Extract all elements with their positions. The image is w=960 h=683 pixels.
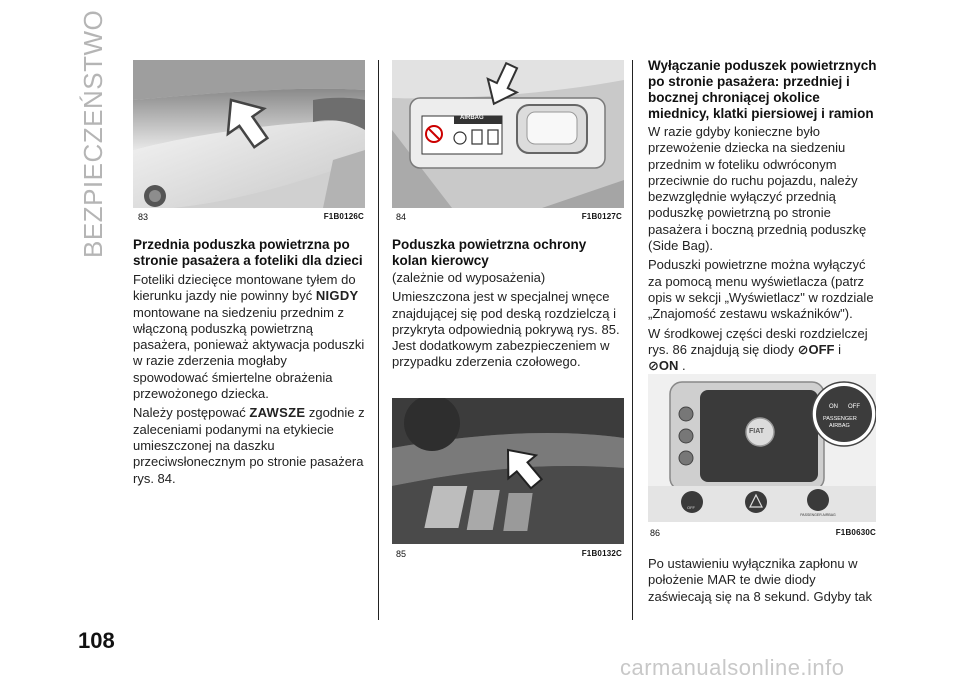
figure-83-caption: 83 F1B0126C	[138, 212, 364, 222]
paragraph: Poduszki powietrzne można wyłączyć za pomocą menu wyświetlacza (patrz opis w sekcji „Wyświetlacz" w rozdziale „Znajomość zestawu wskaźników").	[648, 257, 874, 322]
diode-off-label: ⊘OFF	[797, 341, 835, 357]
diode-on-label: ⊘ON	[648, 358, 679, 374]
figure-84-sun-visor	[392, 60, 624, 208]
emphasis-always: ZAWSZE	[249, 405, 306, 421]
paragraph: Umieszczona jest w specjalnej wnęce znajdującej się pod deską rozdzielczą i przykryta odpowiednią pokrywą rys. 85. Jest dodatkowym zabezpieczeniem w przypadku zderzenia czołowego.	[392, 289, 620, 370]
airbag-label-text: AIRBAG	[460, 115, 484, 121]
paragraph: W środkowej części deski rozdzielczej rys. 86 znajdują się diody ⊘OFF i ⊘ON .	[648, 325, 868, 374]
figure-84-caption: 84 F1B0127C	[396, 212, 622, 222]
brand-logo: FIAT	[749, 428, 765, 435]
section-label: BEZPIECZEŃSTWO	[78, 9, 108, 258]
led-on-label: ON	[829, 404, 838, 410]
paragraph: W razie gdyby konieczne było przewożenie dziecka na siedzeniu przednim w foteliku odwróconym przeciwnie do ruchu pojazdu, należy bezwzględnie wyłączyć przednią poduszkę powietrzną po stronie pasażera i boczną przednią poduszkę (Side Bag).	[648, 124, 867, 254]
column-1-text	[133, 237, 365, 490]
figure-86-caption: 86 F1B0630C	[650, 528, 876, 538]
column-2-text	[392, 237, 624, 374]
paragraph: Po ustawieniu wyłącznika zapłonu w położenie MAR te dwie diody zaświecają się na 8 sekund. Gdyby tak	[648, 556, 873, 604]
figure-83-dashboard	[133, 60, 365, 208]
note-equipment: (zależnie od wyposażenia)	[392, 270, 546, 285]
panel-passenger-text: PASSENGER	[823, 416, 857, 422]
watermark: carmanualsonline.info	[620, 655, 845, 680]
column-3-text	[648, 58, 880, 377]
column-divider	[378, 60, 379, 620]
emphasis-never: NIGDY	[315, 288, 359, 304]
figure-86-center-console	[648, 374, 876, 522]
heading-passenger-airbag-deactivation: Wyłączanie poduszek powietrznych po stronie pasażera: przedniej i bocznej chroniącej okolice miednicy, klatki piersiowej i ramion	[648, 58, 877, 121]
heading-driver-knee-airbag: Poduszka powietrzna ochrony kolan kierowcy	[392, 237, 587, 268]
figure-85-caption: 85 F1B0132C	[396, 549, 622, 559]
led-off-label: OFF	[848, 404, 860, 410]
figure-85-knee-airbag	[392, 398, 624, 544]
heading-passenger-airbag-child-seats: Przednia poduszka powietrzna po stronie pasażera a foteliki dla dzieci	[133, 237, 363, 268]
paragraph: Foteliki dziecięce montowane tyłem do kierunku jazdy nie powinny być NIGDY montowane na siedzeniu przednim z włączoną poduszką powietrzną pasażera, ponieważ aktywacja poduszki w razie zderzenia mogłaby spowodować śmiertelne obrażenia przewożonego dziecka.	[133, 272, 365, 402]
column-divider	[632, 60, 633, 620]
console-button-passenger-airbag[interactable]: PASSENGER AIRBAG	[800, 513, 836, 517]
console-button-off[interactable]: OFF	[687, 505, 695, 510]
panel-airbag-text: AIRBAG	[829, 423, 850, 429]
paragraph: Należy postępować ZAWSZE zgodnie z zaleceniami podanymi na etykiecie umieszczonej na daszku przeciwsłonecznym po stronie pasażera rys. 84.	[133, 405, 365, 486]
page-number: 108	[78, 628, 115, 653]
column-3-text-bottom	[648, 556, 880, 608]
